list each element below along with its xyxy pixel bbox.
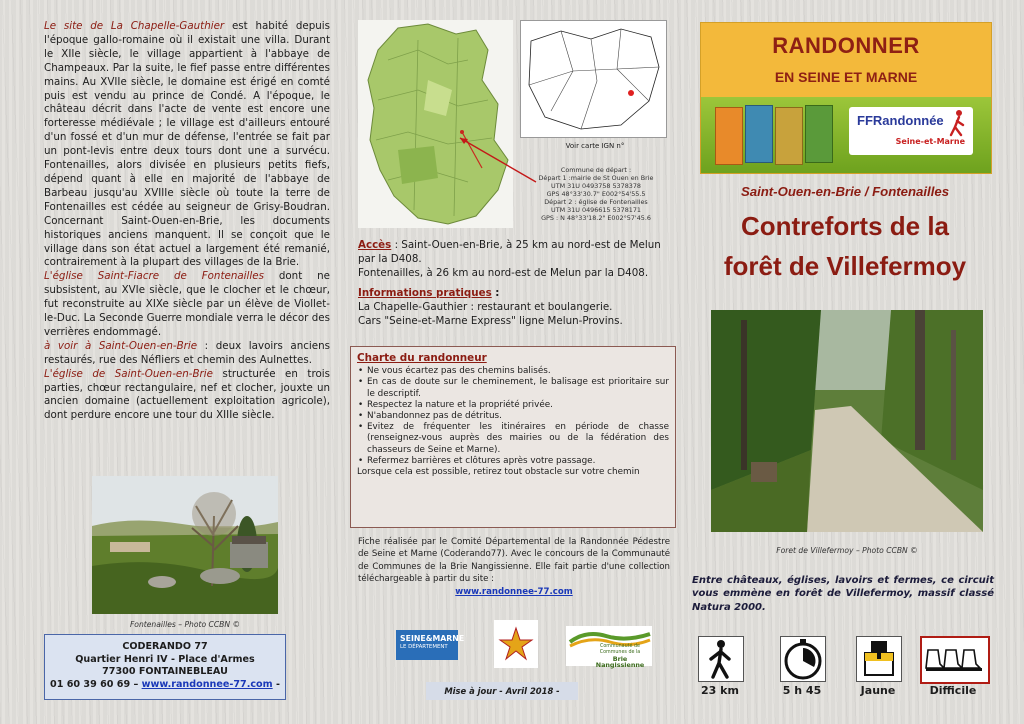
- randonner-banner: [700, 22, 992, 174]
- access-heading: Accès: [358, 239, 392, 251]
- contact-tail: -: [272, 678, 280, 690]
- locator-map-image: [521, 21, 666, 137]
- charter-item: • En cas de doute sur le cheminement, le balisage est prioritaire sur le descriptif.: [367, 377, 669, 399]
- route-intro: Entre châteaux, églises, lavoirs et fermes, ce circuit vous emmène en forêt de Villefermoy, massif classé Natura 2000.: [692, 575, 994, 613]
- guidebook-cover: [745, 105, 773, 163]
- landscape-image: [92, 476, 278, 614]
- logo-text: SEINE&MARNE: [400, 634, 465, 643]
- logo-text: [588, 644, 652, 668]
- fontenailles-photo: [92, 476, 278, 614]
- charter-item: • N'abandonnez pas de détritus.: [367, 411, 669, 422]
- start-coordinates: [528, 166, 664, 230]
- paragraph: [44, 270, 330, 340]
- org-address: Quartier Henri IV - Place d'Armes: [75, 653, 255, 665]
- banner-subtitle: EN SEINE ET MARNE: [774, 69, 918, 85]
- coderando-contact-box: [44, 634, 286, 700]
- guidebook-cover: [775, 107, 803, 165]
- paragraph: [44, 368, 330, 424]
- duration-label: 5 h 45: [782, 684, 822, 697]
- charter-closing: Lorsque cela est possible, retirez tout obstacle sur votre chemin: [357, 467, 640, 478]
- map-caption: Voir carte IGN n°: [565, 142, 625, 150]
- org-city: 77300 FONTAINEBLEAU: [102, 666, 228, 678]
- coord-line: Départ 2 : église de Fontenailles: [544, 198, 648, 206]
- ffrandonnee-logo: [849, 107, 973, 155]
- difficulty-tile: [920, 636, 990, 684]
- info-line: Cars "Seine-et-Marne Express" ligne Melun-Provins.: [358, 315, 623, 327]
- paragraph-body: est habité depuis l'époque gallo-romaine où il existait une villa. Durant le XIIe siècle, le village appartient à l'abbaye de Champeaux. Par la suite, le fief passe entre différentes mains. Au XVIIe siècle, le domaine est érigé en comté puis est vendu au prince de Condé. A l'époque, le château décrit dans l'acte de vente est encore une forteresse médiévale ; le village est d'ailleurs entouré d'un fossé et d'un mur de défense, l'entrée se fait par un pont-levis entre deux tours dont une a survécu. Fontenailles, alors divisée en plusieurs petits fiefs, dépend quant à elle en majorité de l'abbaye de Barbeau jusqu'au XVIIIe siècle où toute la terre de Fontenailles est cédée au seigneur de Grisy-Boudran. Concernant Saint-Ouen-en-Brie, les documents historiques anciens manquent. Il se conçoit que le village dans son état actuel a largement été remanié, contrairement à la plupart des villages de la Brie.: [44, 20, 330, 269]
- phone-number: 01 60 39 60 69 –: [50, 678, 142, 690]
- paragraph-lead: L'église de Saint-Ouen-en-Brie: [44, 367, 213, 380]
- access-info: [358, 238, 678, 328]
- charter-item: • Evitez de fréquenter les itinéraires en période de chasse (renseignez-vous auprès des mairies ou de la fédération des chasseurs de Seine et Marne).: [367, 422, 669, 456]
- charter-list: [357, 366, 669, 467]
- history-text: [44, 20, 330, 423]
- forest-photo: [711, 310, 983, 532]
- star-emblem-icon: [494, 620, 538, 668]
- logo-subtext: LE DÉPARTEMENT: [400, 644, 448, 650]
- difficulty-label: Difficile: [929, 684, 977, 697]
- ffr-logo-text: FFRandonnée: [857, 113, 944, 128]
- town-logo: [494, 620, 538, 668]
- paragraph: [44, 340, 330, 368]
- coord-line: Commune de départ :: [560, 166, 632, 174]
- paragraph-lead: Le site de La Chapelle-Gauthier: [44, 20, 225, 32]
- charter-title: Charte du randonneur: [357, 352, 487, 364]
- paint-pot-icon: [857, 637, 901, 681]
- paragraph-body: : deux lavoirs anciens restaurés, rue des Néfliers et chemin des Aulnettes.: [44, 339, 330, 366]
- logo-line: Brie Nangissienne: [595, 655, 645, 669]
- boots-icon: [922, 638, 988, 682]
- title-line: Contreforts de la: [740, 211, 950, 241]
- distance-tile: [698, 636, 744, 682]
- charter-item: • Refermez barrières et clôtures après votre passage.: [367, 456, 669, 467]
- access-line-2: Fontenailles, à 26 km au nord-est de Melun par la D408.: [358, 267, 649, 279]
- credits-text: [358, 536, 670, 598]
- forest-photo-caption: Foret de Villefermoy – Photo CCBN ©: [776, 546, 918, 555]
- paragraph: [44, 20, 330, 270]
- hiker-charter-box: [350, 346, 676, 528]
- info-line: La Chapelle-Gauthier : restaurant et boulangerie.: [358, 301, 613, 313]
- forest-path-image: [711, 310, 983, 532]
- paragraph-body: structurée en trois parties, chœur rectangulaire, nef et clocher, jouxte un ancien domaine (actuellement exploitation agricole), dont perdure encore une tour du XIIIe siècle.: [44, 367, 330, 422]
- hiker-icon: [699, 637, 743, 681]
- credits-body: Fiche réalisée par le Comité Départemental de la Randonnée Pédestre de Seine et Marne (Coderando77). Avec le concours de la Communauté de Communes de la Brie Nangissienne. Elle fait partie d'une collection téléchargeable à partir du site :: [358, 537, 670, 585]
- marking-label: Jaune: [860, 684, 896, 697]
- marking-tile: [856, 636, 902, 682]
- banner-title: RANDONNER: [772, 33, 920, 58]
- walker-logo-icon: [947, 109, 967, 137]
- photo-caption: Fontenailles – Photo CCBN ©: [129, 620, 241, 629]
- route-title: [696, 206, 994, 286]
- seine-et-marne-map-image: [358, 20, 513, 228]
- seine-et-marne-logo: [396, 630, 465, 660]
- charter-item: • Ne vous écartez pas des chemins balisés.: [367, 366, 669, 377]
- title-line: forêt de Villefermoy: [723, 251, 967, 281]
- info-heading-line: [358, 286, 678, 300]
- duration-tile: [780, 636, 826, 682]
- ffr-logo-subtext: Seine-et-Marne: [895, 137, 965, 146]
- org-name: CODERANDO 77: [122, 641, 208, 652]
- region-map: [358, 20, 513, 228]
- coord-line: GPS 48°33'30.7" E002°54'55.5: [546, 190, 646, 198]
- guidebook-cover: [715, 107, 743, 165]
- org-contact: [45, 679, 285, 692]
- coord-line: Départ 1 :mairie de St Ouen en Brie: [538, 174, 654, 182]
- distance-label: 23 km: [701, 684, 739, 697]
- coord-line: GPS : N 48°33'18.2" E002°57'45.6: [541, 214, 651, 222]
- info-heading: Informations pratiques: [358, 287, 492, 299]
- guidebook-cover: [805, 105, 833, 163]
- charter-item: • Respectez la nature et la propriété privée.: [367, 400, 669, 411]
- france-locator-map: [520, 20, 667, 138]
- coord-line: UTM 31U 0493758 5378378: [551, 182, 641, 190]
- access-line: [358, 238, 678, 266]
- paragraph-lead: L'église Saint-Fiacre de Fontenailles: [44, 270, 264, 283]
- access-text: : Saint-Ouen-en-Brie, à 25 km au nord-est de Melun par la D408.: [358, 239, 661, 265]
- route-subtitle: Saint-Ouen-en-Brie / Fontenailles: [740, 184, 950, 199]
- info-colon: :: [491, 287, 500, 299]
- credits-website-link[interactable]: www.randonnee-77.com: [455, 586, 573, 597]
- stopwatch-icon: [781, 637, 825, 681]
- update-date: Mise à jour - Avril 2018 -: [426, 682, 578, 700]
- coord-line: UTM 31U 0496615 5378171: [551, 206, 641, 214]
- logo-line: de la: [628, 650, 641, 655]
- banner-footer: [701, 97, 991, 173]
- logo-line: Communauté de Communes: [599, 644, 641, 655]
- paragraph-lead: à voir à Saint-Ouen-en-Brie: [44, 339, 198, 352]
- paragraph-body: dont ne subsistent, au XVIe siècle, que le clocher et le chœur, fut reconstruite au XIXe siècle par un élève de Viollet-le-Duc. La Seconde Guerre mondiale verra le décor des verrières endommagé.: [44, 270, 330, 338]
- brie-nangissienne-logo: [566, 626, 652, 669]
- website-link[interactable]: www.randonnee-77.com: [141, 678, 273, 690]
